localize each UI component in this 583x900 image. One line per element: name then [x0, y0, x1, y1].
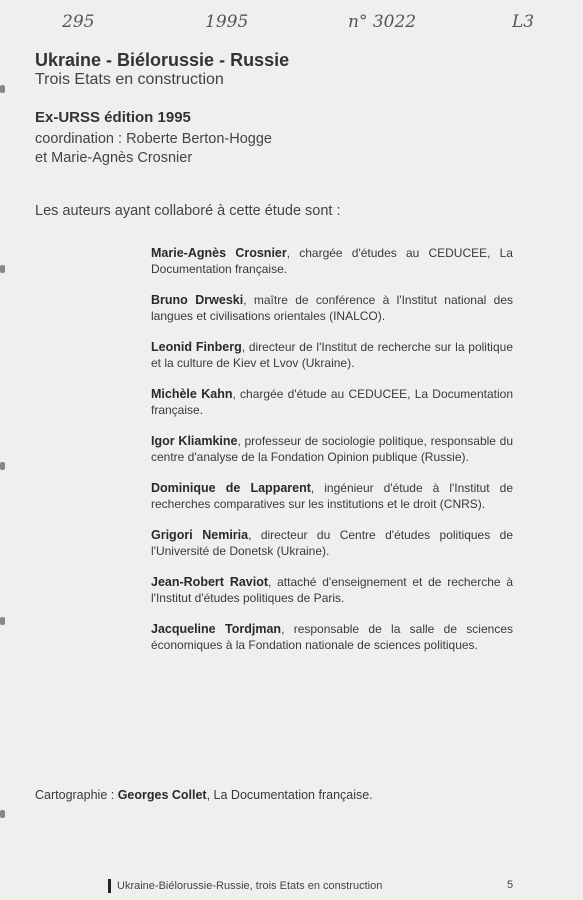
author-description: , ingénieur d'étude à l'Institut de recherches comparatives sur les institutions et le droit (CNRS).	[151, 481, 513, 511]
author-description: , attaché d'enseignement et de recherche à l'Institut d'études politiques de Paris.	[151, 575, 513, 605]
author-name: Bruno Drweski	[151, 293, 244, 307]
scan-edge-mark	[0, 85, 5, 93]
coordination	[35, 130, 335, 168]
author-entry	[151, 433, 513, 465]
author-description: , chargée d'études au CEDUCEE, La Documentation française.	[151, 246, 513, 276]
author-entry	[151, 527, 513, 559]
author-entry	[151, 245, 513, 277]
author-name: Leonid Finberg	[151, 340, 242, 354]
author-description: , maître de conférence à l'Institut national des langues et civilisations orientales (INALCO).	[151, 293, 513, 323]
handwritten-note: 295	[62, 12, 95, 32]
author-description: , professeur de sociologie politique, responsable du centre d'analyse de la Fondation Opinion publique (Russie).	[151, 434, 513, 464]
author-description: , chargée d'étude au CEDUCEE, La Documentation française.	[151, 387, 513, 417]
scan-edge-mark	[0, 462, 5, 470]
author-entry	[151, 292, 513, 324]
cartography-description: , La Documentation française.	[206, 788, 373, 802]
page-title: Ukraine - Biélorussie - Russie	[35, 50, 290, 70]
running-footer: Ukraine-Biélorussie-Russie, trois Etats en construction	[108, 879, 382, 893]
author-name: Marie-Agnès Crosnier	[151, 246, 287, 260]
scan-edge-mark	[0, 265, 5, 273]
edition-heading: Ex-URSS édition 1995	[35, 109, 191, 126]
author-name: Michèle Kahn	[151, 387, 233, 401]
author-description: , responsable de la salle de sciences économiques à la Fondation nationale de sciences politiques.	[151, 622, 513, 652]
authors-list	[151, 233, 513, 668]
handwritten-note: L3	[512, 12, 535, 32]
cartography-credit	[35, 788, 373, 802]
author-name: Grigori Nemiria	[151, 528, 249, 542]
author-name: Jean-Robert Raviot	[151, 575, 269, 589]
coordination-line: coordination : Roberte Berton-Hogge	[35, 131, 272, 147]
coordination-line: et Marie-Agnès Crosnier	[35, 150, 193, 166]
authors-intro: Les auteurs ayant collaboré à cette étude sont :	[35, 203, 341, 219]
scan-edge-mark	[0, 617, 5, 625]
cartography-label: Cartographie :	[35, 788, 118, 802]
author-name: Jacqueline Tordjman	[151, 622, 282, 636]
page-number: 5	[507, 879, 514, 891]
author-name: Dominique de Lapparent	[151, 481, 311, 495]
handwritten-note: 1995	[205, 12, 249, 32]
author-entry	[151, 574, 513, 606]
author-entry	[151, 339, 513, 371]
scan-edge-mark	[0, 810, 5, 818]
cartographer-name: Georges Collet	[117, 788, 207, 802]
author-entry	[151, 480, 513, 512]
author-entry	[151, 621, 513, 653]
author-name: Igor Kliamkine	[151, 434, 238, 448]
author-description: , directeur de l'Institut de recherche sur la politique et la culture de Kiev et Lvov (Ukraine).	[151, 340, 513, 370]
handwritten-note: n° 3022	[348, 12, 417, 32]
author-entry	[151, 386, 513, 418]
page-subtitle: Trois Etats en construction	[35, 71, 224, 88]
author-description: , directeur du Centre d'études politiques de l'Université de Donetsk (Ukraine).	[151, 528, 513, 558]
